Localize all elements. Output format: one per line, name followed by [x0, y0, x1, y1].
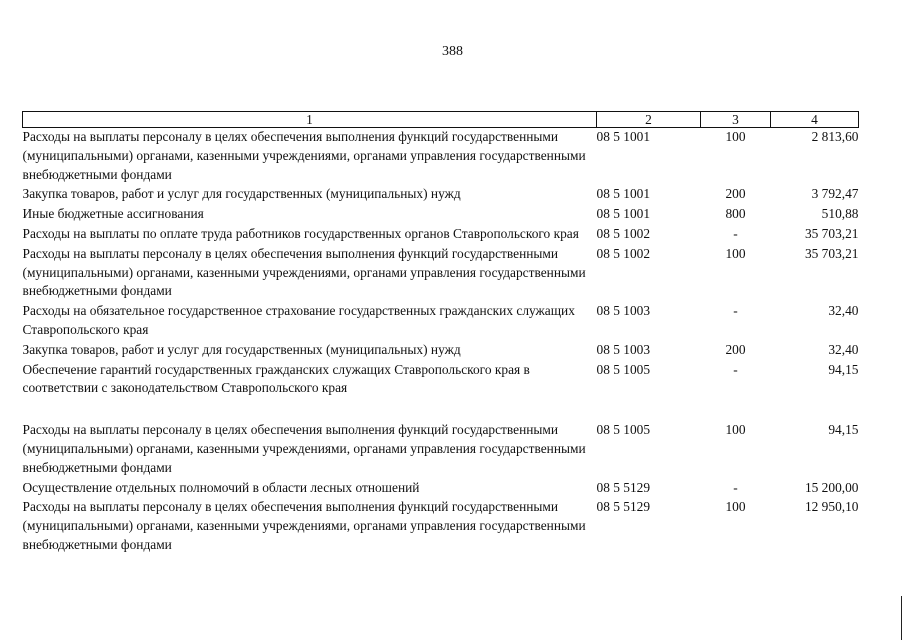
row-code: 08 5 1001 — [596, 206, 651, 222]
table-row — [23, 341, 859, 361]
row-amount: 510,88 — [821, 206, 859, 222]
column-header-2: 2 — [597, 112, 701, 128]
row-code: 08 5 1005 — [596, 422, 651, 438]
row-amount: 3 792,47 — [811, 186, 859, 202]
column-header-4: 4 — [771, 112, 859, 128]
table-row — [23, 205, 859, 225]
row-description: Расходы на выплаты персоналу в целях обеспечения выполнения функций государственными (муниципальными) органами, казенными учреждениями, органами управления государственными внебюджетными фондами — [22, 245, 586, 299]
row-group: 800 — [725, 206, 746, 222]
row-amount: 2 813,60 — [811, 129, 859, 144]
row-group: 100 — [725, 129, 746, 144]
row-group: - — [733, 479, 738, 495]
row-description: Иные бюджетные ассигнования — [22, 206, 204, 222]
row-description: Осуществление отдельных полномочий в области лесных отношений — [22, 479, 420, 495]
row-description: Расходы на выплаты персоналу в целях обеспечения выполнения функций государственными (муниципальными) органами, казенными учреждениями, органами управления государственными внебюджетными фондами — [22, 422, 586, 475]
row-group: 200 — [725, 341, 746, 357]
column-header-3: 3 — [701, 112, 771, 128]
row-amount: 35 703,21 — [804, 225, 859, 241]
row-code: 08 5 1003 — [596, 341, 651, 357]
row-group: 100 — [725, 245, 746, 261]
column-header-1: 1 — [23, 112, 597, 128]
row-code: 08 5 5129 — [596, 499, 651, 515]
row-amount: 94,15 — [828, 361, 859, 377]
row-description: Закупка товаров, работ и услуг для государственных (муниципальных) нужд — [22, 341, 461, 357]
row-amount: 35 703,21 — [804, 245, 859, 261]
row-amount: 32,40 — [828, 303, 859, 319]
row-group: - — [733, 361, 738, 377]
table-row — [23, 361, 859, 422]
table-row — [23, 421, 859, 478]
row-code: 08 5 5129 — [596, 479, 651, 495]
row-description: Закупка товаров, работ и услуг для государственных (муниципальных) нужд — [22, 186, 461, 202]
row-code: 08 5 1003 — [596, 303, 651, 319]
row-description: Расходы на выплаты персоналу в целях обеспечения выполнения функций государственными (муниципальными) органами, казенными учреждениями, органами управления государственными внебюджетными фондами — [22, 499, 586, 552]
row-group: 100 — [725, 499, 746, 515]
row-code: 08 5 1001 — [596, 129, 651, 144]
row-group: - — [733, 225, 738, 241]
budget-table — [22, 111, 859, 556]
row-code: 08 5 1001 — [596, 186, 651, 202]
table-row — [23, 498, 859, 555]
row-description: Расходы на выплаты по оплате труда работников государственных органов Ставропольского края — [22, 225, 579, 241]
row-amount: 94,15 — [828, 422, 859, 438]
row-description: Расходы на выплаты персоналу в целях обеспечения выполнения функций государственными (муниципальными) органами, казенными учреждениями, органами управления государственными внебюджетными фондами — [22, 129, 586, 182]
table-row — [23, 225, 859, 245]
row-group: - — [733, 303, 738, 319]
page-number: 388 — [442, 44, 463, 59]
row-description: Расходы на обязательное государственное страхование государственных гражданских служащих Ставропольского края — [22, 303, 575, 337]
table-row — [23, 302, 859, 341]
row-description: Обеспечение гарантий государственных гражданских служащих Ставропольского края в соответствии с законодательством Ставропольского края — [22, 361, 530, 396]
table-header-row — [23, 112, 859, 128]
table-row — [23, 479, 859, 499]
scan-edge-line — [901, 596, 902, 640]
row-amount: 12 950,10 — [804, 499, 859, 515]
row-code: 08 5 1002 — [596, 245, 651, 261]
row-group: 200 — [725, 186, 746, 202]
row-code: 08 5 1005 — [596, 361, 651, 377]
table-row — [23, 128, 859, 186]
row-amount: 32,40 — [828, 341, 859, 357]
row-code: 08 5 1002 — [596, 225, 651, 241]
table-row — [23, 185, 859, 205]
row-group: 100 — [725, 422, 746, 438]
row-amount: 15 200,00 — [804, 479, 859, 495]
table-row — [23, 245, 859, 302]
